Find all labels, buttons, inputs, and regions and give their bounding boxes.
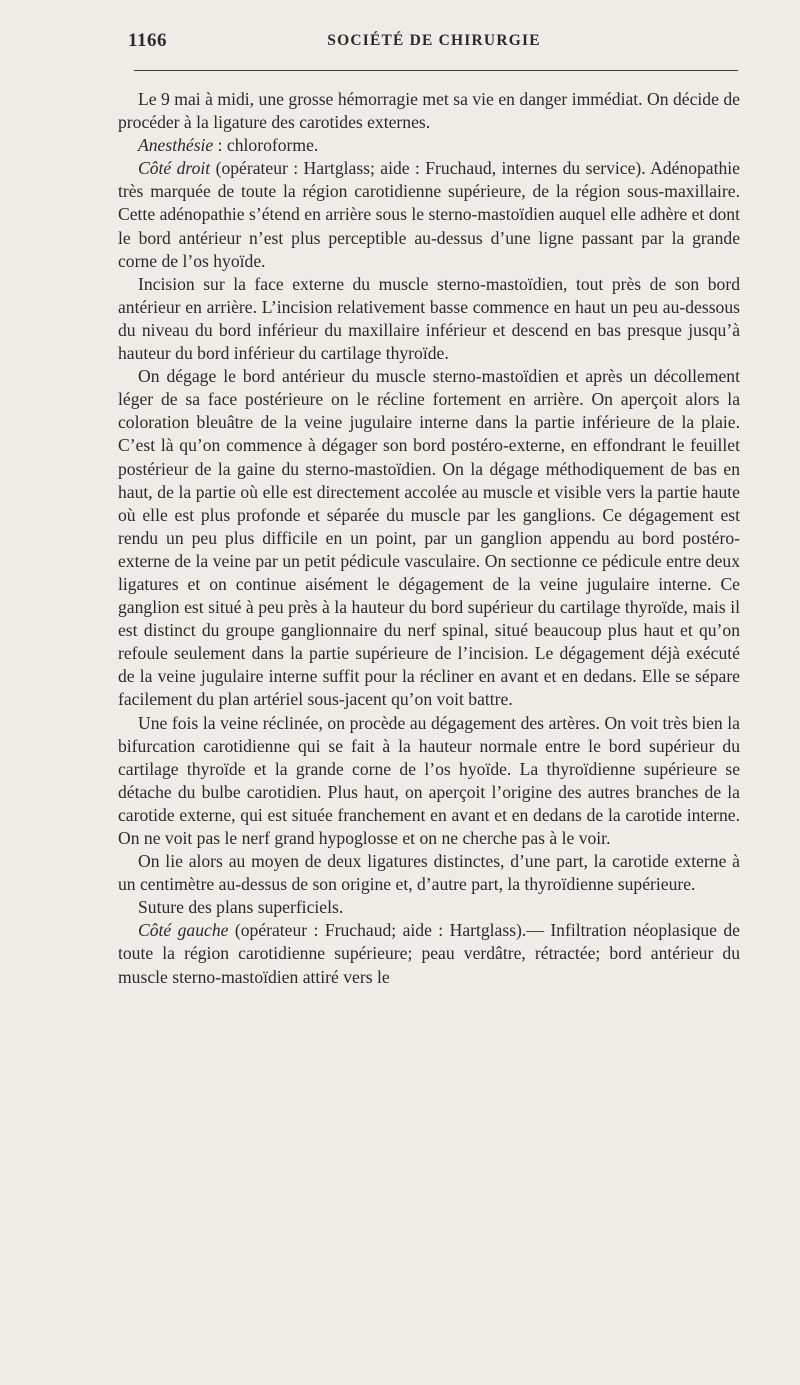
running-title: SOCIÉTÉ DE CHIRURGIE	[327, 32, 541, 49]
paragraph: Côté droit (opérateur : Hartglass; aide : Fruchaud, internes du service). Adénopathie très marquée de toute la région carotidienne supérieure, de la région sous-maxillaire. Cette adénopathie s’étend en arrière sous le sterno-mastoïdien auquel elle adhère et dont le bord antérieur n’est plus perceptible au-dessus d’une ligne passant par la grande corne de l’os hyoïde.	[118, 158, 740, 271]
paragraph: Suture des plans superficiels.	[138, 897, 344, 918]
paragraph-label: Anesthésie	[138, 135, 214, 156]
paragraph: Le 9 mai à midi, une grosse hémorragie met sa vie en danger immédiat. On décide de procéder à la ligature des carotides externes.	[118, 89, 740, 133]
header-rule	[134, 70, 738, 71]
page-header	[128, 30, 740, 56]
paragraph: Côté gauche (opérateur : Fruchaud; aide : Hartglass).— Infiltration néoplasique de toute la région carotidienne supérieure; peau verdâtre, rétractée; bord antérieur du muscle sterno-mastoïdien attiré vers le	[118, 920, 740, 987]
body-text	[118, 88, 740, 989]
paragraph: On lie alors au moyen de deux ligatures distinctes, d’une part, la carotide externe à un centimètre au-dessus de son origine et, d’autre part, la thyroïdienne supérieure.	[118, 851, 740, 895]
paragraph-label: Côté droit	[138, 158, 211, 179]
paragraph: On dégage le bord antérieur du muscle sterno-mastoïdien et après un décollement léger de sa face postérieure on le récline fortement en arrière. On aperçoit alors la coloration bleuâtre de la veine jugulaire interne dans la partie inférieure de la plaie. C’est là qu’on commence à dégager son bord postéro-externe, en effondrant le feuillet postérieur de la gaine du sterno-mastoïdien. On la dégage méthodiquement de bas en haut, de la partie où elle est directement accolée au muscle et visible vers la partie haute où elle est plus profonde et séparée du muscle par les ganglions. Ce dégagement est rendu un peu plus difficile en un point, par un ganglion appendu au bord postéro-externe de la veine par un petit pédicule vasculaire. On sectionne ce pédicule entre deux ligatures et on continue aisément le dégagement de la veine jugulaire interne. Ce ganglion est situé à peu près à la hauteur du bord supérieur du cartilage thyroïde, mais il est distinct du groupe ganglionnaire du nerf spinal, situé beaucoup plus haut et qu’on refoule seulement dans la partie supérieure de l’incision. Le dégagement déjà exécuté de la veine jugulaire interne suffit pour la récliner en avant et en dedans. Elle se sépare facilement du plan artériel sous-jacent qu’on voit battre.	[118, 366, 740, 710]
paragraph: Incision sur la face externe du muscle sterno-mastoïdien, tout près de son bord antérieur en arrière. L’incision relativement basse commence en haut un peu au-dessous du niveau du bord inférieur du maxillaire inférieur et descend en bas presque jusqu’à hauteur du bord inférieur du cartilage thyroïde.	[118, 273, 740, 364]
paragraph: Anesthésie : chloroforme.	[138, 135, 319, 156]
paragraph: Une fois la veine réclinée, on procède au dégagement des artères. On voit très bien la bifurcation carotidienne qui se fait à la hauteur normale entre le bord supérieur du cartilage thyroïde et la grande corne de l’os hyoïde. La thyroïdienne supérieure se détache du bulbe carotidien. Plus haut, on aperçoit l’origine des autres branches de la carotide externe, qui est située franchement en avant et en dedans de la carotide interne. On ne voit pas le nerf grand hypoglosse et on ne cherche pas à le voir.	[118, 712, 740, 848]
paragraph-label: Côté gauche	[138, 920, 229, 941]
page-number: 1166	[128, 30, 167, 51]
